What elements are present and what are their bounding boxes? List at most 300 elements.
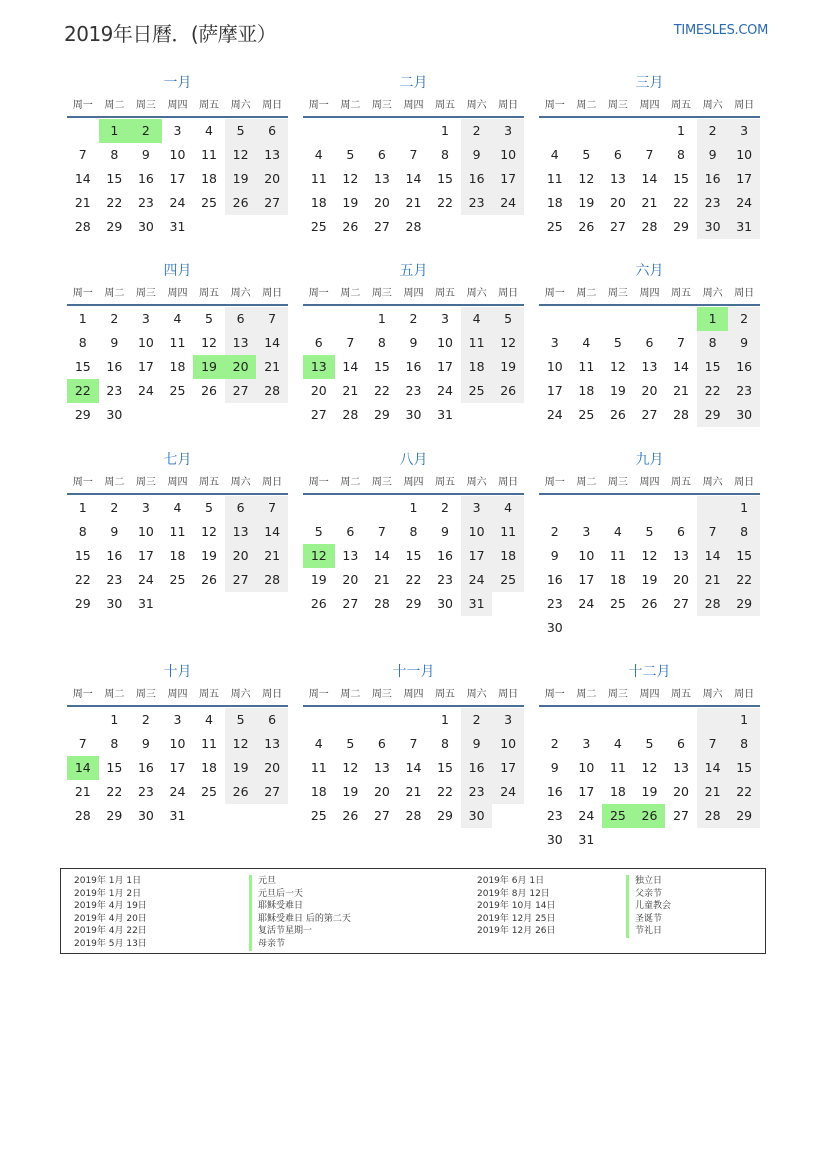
day-cell[interactable]: 5 <box>492 307 524 331</box>
day-cell[interactable]: 18 <box>609 784 626 799</box>
day-cell[interactable]: 8 <box>728 732 760 756</box>
day-cell[interactable]: 7 <box>697 732 729 756</box>
day-cell[interactable]: 26 <box>641 596 658 611</box>
day-cell[interactable]: 18 <box>201 760 217 775</box>
day-cell[interactable]: 11 <box>609 760 626 775</box>
day-cell[interactable]: 10 <box>578 760 595 775</box>
day-cell[interactable]: 7 <box>346 335 355 350</box>
day-cell[interactable]: 12 <box>609 359 626 374</box>
day-cell[interactable]: 26 <box>342 808 359 823</box>
day-cell[interactable]: 26 <box>310 596 327 611</box>
day-cell[interactable]: 24 <box>546 407 563 422</box>
day-cell[interactable]: 24 <box>728 191 760 215</box>
day-cell[interactable]: 29 <box>373 407 390 422</box>
day-cell[interactable]: 8 <box>78 335 87 350</box>
day-cell[interactable]: 14 <box>405 760 422 775</box>
day-cell[interactable]: 3 <box>582 524 591 539</box>
day-cell[interactable]: 16 <box>106 359 123 374</box>
day-cell[interactable]: 5 <box>645 736 654 751</box>
day-cell[interactable]: 25 <box>310 219 327 234</box>
day-cell[interactable]: 6 <box>377 147 386 162</box>
day-cell[interactable]: 23 <box>697 191 729 215</box>
day-cell[interactable]: 16 <box>137 171 154 186</box>
day-cell[interactable]: 22 <box>67 379 99 403</box>
day-cell[interactable]: 16 <box>106 548 123 563</box>
day-cell[interactable]: 26 <box>225 780 257 804</box>
day-cell[interactable]: 31 <box>169 808 186 823</box>
day-cell[interactable]: 13 <box>256 732 288 756</box>
day-cell[interactable]: 1 <box>377 311 386 326</box>
day-cell[interactable]: 10 <box>169 147 186 162</box>
day-cell[interactable]: 10 <box>461 520 493 544</box>
day-cell[interactable]: 5 <box>645 524 654 539</box>
day-cell[interactable]: 16 <box>405 359 422 374</box>
day-cell[interactable]: 2 <box>697 119 729 143</box>
day-cell[interactable]: 7 <box>677 335 685 350</box>
day-cell[interactable]: 12 <box>342 760 359 775</box>
day-cell[interactable]: 19 <box>193 355 225 379</box>
day-cell[interactable]: 17 <box>437 359 453 374</box>
day-cell[interactable]: 2 <box>130 119 162 143</box>
day-cell[interactable]: 11 <box>461 331 493 355</box>
day-cell[interactable]: 23 <box>437 572 453 587</box>
day-cell[interactable]: 22 <box>373 383 390 398</box>
day-cell[interactable]: 28 <box>256 568 288 592</box>
day-cell[interactable]: 16 <box>461 167 493 191</box>
day-cell[interactable]: 17 <box>137 548 154 563</box>
day-cell[interactable]: 18 <box>169 548 186 563</box>
day-cell[interactable]: 2 <box>550 524 559 539</box>
day-cell[interactable]: 23 <box>461 191 493 215</box>
day-cell[interactable]: 27 <box>641 407 658 422</box>
day-cell[interactable]: 12 <box>342 171 359 186</box>
day-cell[interactable]: 15 <box>405 548 422 563</box>
day-cell[interactable]: 2 <box>441 500 449 515</box>
day-cell[interactable]: 9 <box>550 548 559 563</box>
day-cell[interactable]: 21 <box>342 383 359 398</box>
day-cell[interactable]: 22 <box>697 379 729 403</box>
day-cell[interactable]: 19 <box>342 195 359 210</box>
day-cell[interactable]: 14 <box>697 756 729 780</box>
day-cell[interactable]: 21 <box>405 195 422 210</box>
day-cell[interactable]: 6 <box>346 524 355 539</box>
day-cell[interactable]: 13 <box>225 331 257 355</box>
day-cell[interactable]: 17 <box>578 572 595 587</box>
day-cell[interactable]: 12 <box>225 732 257 756</box>
day-cell[interactable]: 7 <box>256 496 288 520</box>
day-cell[interactable]: 1 <box>409 500 418 515</box>
day-cell[interactable]: 6 <box>613 147 622 162</box>
day-cell[interactable]: 3 <box>728 119 760 143</box>
day-cell[interactable]: 8 <box>677 147 685 162</box>
day-cell[interactable]: 4 <box>314 147 323 162</box>
day-cell[interactable]: 22 <box>728 568 760 592</box>
day-cell[interactable]: 6 <box>377 736 386 751</box>
day-cell[interactable]: 17 <box>578 784 595 799</box>
day-cell[interactable]: 24 <box>137 572 154 587</box>
day-cell[interactable]: 27 <box>256 191 288 215</box>
day-cell[interactable]: 10 <box>492 732 524 756</box>
day-cell[interactable]: 2 <box>110 311 119 326</box>
day-cell[interactable]: 3 <box>492 119 524 143</box>
day-cell[interactable]: 21 <box>373 572 390 587</box>
day-cell[interactable]: 27 <box>225 568 257 592</box>
day-cell[interactable]: 2 <box>728 307 760 331</box>
day-cell[interactable]: 19 <box>578 195 595 210</box>
day-cell[interactable]: 24 <box>578 808 595 823</box>
day-cell[interactable]: 14 <box>405 171 422 186</box>
day-cell[interactable]: 25 <box>169 383 186 398</box>
day-cell[interactable]: 6 <box>256 119 288 143</box>
day-cell[interactable]: 18 <box>492 544 524 568</box>
day-cell[interactable]: 15 <box>74 548 91 563</box>
day-cell[interactable]: 8 <box>728 520 760 544</box>
day-cell[interactable]: 13 <box>303 355 335 379</box>
day-cell[interactable]: 21 <box>74 195 91 210</box>
day-cell[interactable]: 16 <box>728 355 760 379</box>
day-cell[interactable]: 13 <box>373 171 390 186</box>
day-cell[interactable]: 7 <box>256 307 288 331</box>
day-cell[interactable]: 28 <box>405 808 422 823</box>
day-cell[interactable]: 18 <box>201 171 217 186</box>
day-cell[interactable]: 2 <box>141 712 150 727</box>
day-cell[interactable]: 21 <box>256 355 288 379</box>
day-cell[interactable]: 20 <box>225 544 257 568</box>
day-cell[interactable]: 20 <box>342 572 359 587</box>
day-cell[interactable]: 9 <box>441 524 449 539</box>
day-cell[interactable]: 19 <box>641 572 658 587</box>
day-cell[interactable]: 1 <box>78 500 87 515</box>
day-cell[interactable]: 15 <box>728 544 760 568</box>
day-cell[interactable]: 11 <box>578 359 595 374</box>
day-cell[interactable]: 28 <box>641 219 658 234</box>
day-cell[interactable]: 16 <box>546 784 563 799</box>
day-cell[interactable]: 3 <box>141 500 150 515</box>
day-cell[interactable]: 19 <box>641 784 658 799</box>
day-cell[interactable]: 31 <box>137 596 154 611</box>
day-cell[interactable]: 26 <box>609 407 626 422</box>
day-cell[interactable]: 9 <box>141 147 150 162</box>
day-cell[interactable]: 1 <box>99 119 131 143</box>
day-cell[interactable]: 28 <box>697 592 729 616</box>
day-cell[interactable]: 20 <box>673 784 689 799</box>
day-cell[interactable]: 30 <box>546 620 563 635</box>
day-cell[interactable]: 17 <box>169 760 186 775</box>
day-cell[interactable]: 23 <box>546 596 563 611</box>
day-cell[interactable]: 11 <box>492 520 524 544</box>
day-cell[interactable]: 27 <box>310 407 327 422</box>
day-cell[interactable]: 13 <box>373 760 390 775</box>
day-cell[interactable]: 11 <box>310 760 327 775</box>
day-cell[interactable]: 8 <box>697 331 729 355</box>
day-cell[interactable]: 24 <box>578 596 595 611</box>
day-cell[interactable]: 17 <box>492 167 524 191</box>
day-cell[interactable]: 3 <box>441 311 449 326</box>
day-cell[interactable]: 22 <box>106 784 123 799</box>
day-cell[interactable]: 1 <box>728 496 760 520</box>
day-cell[interactable]: 31 <box>169 219 186 234</box>
day-cell[interactable]: 17 <box>546 383 563 398</box>
day-cell[interactable]: 19 <box>310 572 327 587</box>
day-cell[interactable]: 5 <box>205 311 213 326</box>
day-cell[interactable]: 20 <box>373 784 390 799</box>
day-cell[interactable]: 8 <box>409 524 418 539</box>
day-cell[interactable]: 17 <box>492 756 524 780</box>
day-cell[interactable]: 8 <box>441 736 449 751</box>
day-cell[interactable]: 16 <box>697 167 729 191</box>
day-cell[interactable]: 5 <box>613 335 622 350</box>
day-cell[interactable]: 25 <box>602 804 634 828</box>
day-cell[interactable]: 9 <box>461 732 493 756</box>
day-cell[interactable]: 31 <box>461 592 493 616</box>
day-cell[interactable]: 1 <box>697 307 729 331</box>
day-cell[interactable]: 25 <box>609 596 626 611</box>
day-cell[interactable]: 27 <box>609 219 626 234</box>
day-cell[interactable]: 8 <box>377 335 386 350</box>
day-cell[interactable]: 16 <box>137 760 154 775</box>
day-cell[interactable]: 14 <box>74 171 91 186</box>
day-cell[interactable]: 14 <box>697 544 729 568</box>
day-cell[interactable]: 7 <box>377 524 386 539</box>
day-cell[interactable]: 3 <box>173 712 182 727</box>
day-cell[interactable]: 29 <box>728 804 760 828</box>
day-cell[interactable]: 30 <box>137 219 154 234</box>
day-cell[interactable]: 19 <box>609 383 626 398</box>
day-cell[interactable]: 25 <box>461 379 493 403</box>
day-cell[interactable]: 27 <box>256 780 288 804</box>
day-cell[interactable]: 28 <box>342 407 359 422</box>
day-cell[interactable]: 10 <box>137 524 154 539</box>
day-cell[interactable]: 21 <box>697 568 729 592</box>
day-cell[interactable]: 24 <box>169 195 186 210</box>
day-cell[interactable]: 18 <box>169 359 186 374</box>
day-cell[interactable]: 23 <box>728 379 760 403</box>
day-cell[interactable]: 12 <box>303 544 335 568</box>
day-cell[interactable]: 7 <box>409 147 418 162</box>
day-cell[interactable]: 29 <box>697 403 729 427</box>
day-cell[interactable]: 6 <box>314 335 323 350</box>
day-cell[interactable]: 28 <box>673 407 689 422</box>
day-cell[interactable]: 20 <box>373 195 390 210</box>
day-cell[interactable]: 19 <box>492 355 524 379</box>
day-cell[interactable]: 1 <box>728 708 760 732</box>
day-cell[interactable]: 4 <box>205 712 213 727</box>
day-cell[interactable]: 1 <box>441 712 449 727</box>
day-cell[interactable]: 13 <box>342 548 359 563</box>
day-cell[interactable]: 29 <box>673 219 689 234</box>
day-cell[interactable]: 13 <box>673 760 689 775</box>
day-cell[interactable]: 6 <box>225 496 257 520</box>
day-cell[interactable]: 5 <box>346 736 355 751</box>
day-cell[interactable]: 9 <box>110 524 119 539</box>
day-cell[interactable]: 19 <box>225 167 257 191</box>
day-cell[interactable]: 10 <box>546 359 563 374</box>
day-cell[interactable]: 28 <box>256 379 288 403</box>
day-cell[interactable]: 5 <box>205 500 213 515</box>
day-cell[interactable]: 4 <box>173 311 182 326</box>
day-cell[interactable]: 7 <box>697 520 729 544</box>
day-cell[interactable]: 23 <box>405 383 422 398</box>
day-cell[interactable]: 22 <box>74 572 91 587</box>
day-cell[interactable]: 29 <box>437 808 453 823</box>
day-cell[interactable]: 24 <box>492 780 524 804</box>
day-cell[interactable]: 11 <box>169 335 186 350</box>
day-cell[interactable]: 30 <box>728 403 760 427</box>
day-cell[interactable]: 4 <box>550 147 559 162</box>
day-cell[interactable]: 14 <box>373 548 390 563</box>
day-cell[interactable]: 22 <box>405 572 422 587</box>
day-cell[interactable]: 8 <box>78 524 87 539</box>
day-cell[interactable]: 3 <box>582 736 591 751</box>
day-cell[interactable]: 24 <box>461 568 493 592</box>
day-cell[interactable]: 14 <box>673 359 689 374</box>
day-cell[interactable]: 15 <box>106 171 123 186</box>
day-cell[interactable]: 5 <box>225 708 257 732</box>
day-cell[interactable]: 12 <box>641 548 658 563</box>
day-cell[interactable]: 20 <box>256 756 288 780</box>
day-cell[interactable]: 25 <box>201 195 217 210</box>
day-cell[interactable]: 10 <box>578 548 595 563</box>
day-cell[interactable]: 3 <box>141 311 150 326</box>
day-cell[interactable]: 10 <box>492 143 524 167</box>
day-cell[interactable]: 25 <box>546 219 563 234</box>
day-cell[interactable]: 30 <box>106 596 123 611</box>
day-cell[interactable]: 19 <box>342 784 359 799</box>
day-cell[interactable]: 17 <box>728 167 760 191</box>
day-cell[interactable]: 27 <box>673 808 689 823</box>
day-cell[interactable]: 9 <box>728 331 760 355</box>
day-cell[interactable]: 31 <box>437 407 453 422</box>
day-cell[interactable]: 29 <box>74 407 91 422</box>
day-cell[interactable]: 9 <box>461 143 493 167</box>
day-cell[interactable]: 23 <box>461 780 493 804</box>
day-cell[interactable]: 15 <box>673 171 689 186</box>
day-cell[interactable]: 15 <box>697 355 729 379</box>
day-cell[interactable]: 4 <box>205 123 213 138</box>
day-cell[interactable]: 30 <box>697 215 729 239</box>
day-cell[interactable]: 27 <box>225 379 257 403</box>
day-cell[interactable]: 8 <box>110 147 119 162</box>
day-cell[interactable]: 25 <box>169 572 186 587</box>
day-cell[interactable]: 30 <box>461 804 493 828</box>
day-cell[interactable]: 30 <box>437 596 453 611</box>
day-cell[interactable]: 17 <box>169 171 186 186</box>
day-cell[interactable]: 12 <box>641 760 658 775</box>
day-cell[interactable]: 29 <box>728 592 760 616</box>
day-cell[interactable]: 18 <box>609 572 626 587</box>
day-cell[interactable]: 6 <box>645 335 654 350</box>
day-cell[interactable]: 30 <box>106 407 123 422</box>
day-cell[interactable]: 21 <box>673 383 689 398</box>
day-cell[interactable]: 15 <box>373 359 390 374</box>
day-cell[interactable]: 23 <box>106 572 123 587</box>
day-cell[interactable]: 13 <box>256 143 288 167</box>
day-cell[interactable]: 15 <box>437 760 453 775</box>
day-cell[interactable]: 26 <box>342 219 359 234</box>
day-cell[interactable]: 31 <box>578 832 595 847</box>
day-cell[interactable]: 21 <box>256 544 288 568</box>
day-cell[interactable]: 1 <box>78 311 87 326</box>
day-cell[interactable]: 29 <box>106 808 123 823</box>
day-cell[interactable]: 15 <box>728 756 760 780</box>
day-cell[interactable]: 16 <box>437 548 453 563</box>
day-cell[interactable]: 11 <box>169 524 186 539</box>
day-cell[interactable]: 27 <box>673 596 689 611</box>
day-cell[interactable]: 4 <box>173 500 182 515</box>
day-cell[interactable]: 13 <box>225 520 257 544</box>
day-cell[interactable]: 24 <box>137 383 154 398</box>
day-cell[interactable]: 18 <box>578 383 595 398</box>
day-cell[interactable]: 23 <box>106 383 123 398</box>
day-cell[interactable]: 20 <box>673 572 689 587</box>
day-cell[interactable]: 25 <box>492 568 524 592</box>
day-cell[interactable]: 31 <box>728 215 760 239</box>
day-cell[interactable]: 6 <box>677 524 685 539</box>
day-cell[interactable]: 11 <box>546 171 563 186</box>
day-cell[interactable]: 4 <box>613 736 622 751</box>
day-cell[interactable]: 18 <box>546 195 563 210</box>
day-cell[interactable]: 19 <box>225 756 257 780</box>
day-cell[interactable]: 15 <box>437 171 453 186</box>
day-cell[interactable]: 6 <box>225 307 257 331</box>
day-cell[interactable]: 11 <box>201 736 217 751</box>
day-cell[interactable]: 9 <box>141 736 150 751</box>
day-cell[interactable]: 25 <box>310 808 327 823</box>
day-cell[interactable]: 14 <box>342 359 359 374</box>
day-cell[interactable]: 5 <box>346 147 355 162</box>
day-cell[interactable]: 28 <box>373 596 390 611</box>
day-cell[interactable]: 13 <box>641 359 658 374</box>
day-cell[interactable]: 3 <box>173 123 182 138</box>
day-cell[interactable]: 20 <box>256 167 288 191</box>
day-cell[interactable]: 13 <box>609 171 626 186</box>
brand-link[interactable]: TIMESLES.COM <box>673 23 768 38</box>
day-cell[interactable]: 21 <box>641 195 658 210</box>
day-cell[interactable]: 9 <box>697 143 729 167</box>
day-cell[interactable]: 14 <box>641 171 658 186</box>
day-cell[interactable]: 2 <box>461 708 493 732</box>
day-cell[interactable]: 11 <box>201 147 217 162</box>
day-cell[interactable]: 6 <box>256 708 288 732</box>
day-cell[interactable]: 9 <box>409 335 418 350</box>
day-cell[interactable]: 11 <box>310 171 327 186</box>
day-cell[interactable]: 26 <box>578 219 595 234</box>
day-cell[interactable]: 23 <box>546 808 563 823</box>
day-cell[interactable]: 26 <box>201 383 217 398</box>
day-cell[interactable]: 4 <box>492 496 524 520</box>
day-cell[interactable]: 23 <box>137 195 154 210</box>
day-cell[interactable]: 9 <box>110 335 119 350</box>
day-cell[interactable]: 21 <box>405 784 422 799</box>
day-cell[interactable]: 4 <box>461 307 493 331</box>
day-cell[interactable]: 7 <box>78 147 87 162</box>
day-cell[interactable]: 2 <box>110 500 119 515</box>
day-cell[interactable]: 16 <box>546 572 563 587</box>
day-cell[interactable]: 18 <box>310 195 327 210</box>
day-cell[interactable]: 1 <box>677 123 685 138</box>
day-cell[interactable]: 27 <box>342 596 359 611</box>
day-cell[interactable]: 14 <box>256 331 288 355</box>
day-cell[interactable]: 8 <box>441 147 449 162</box>
day-cell[interactable]: 22 <box>106 195 123 210</box>
day-cell[interactable]: 2 <box>409 311 418 326</box>
day-cell[interactable]: 24 <box>437 383 453 398</box>
day-cell[interactable]: 15 <box>74 359 91 374</box>
day-cell[interactable]: 19 <box>201 548 217 563</box>
day-cell[interactable]: 21 <box>697 780 729 804</box>
day-cell[interactable]: 12 <box>578 171 595 186</box>
day-cell[interactable]: 22 <box>673 195 689 210</box>
